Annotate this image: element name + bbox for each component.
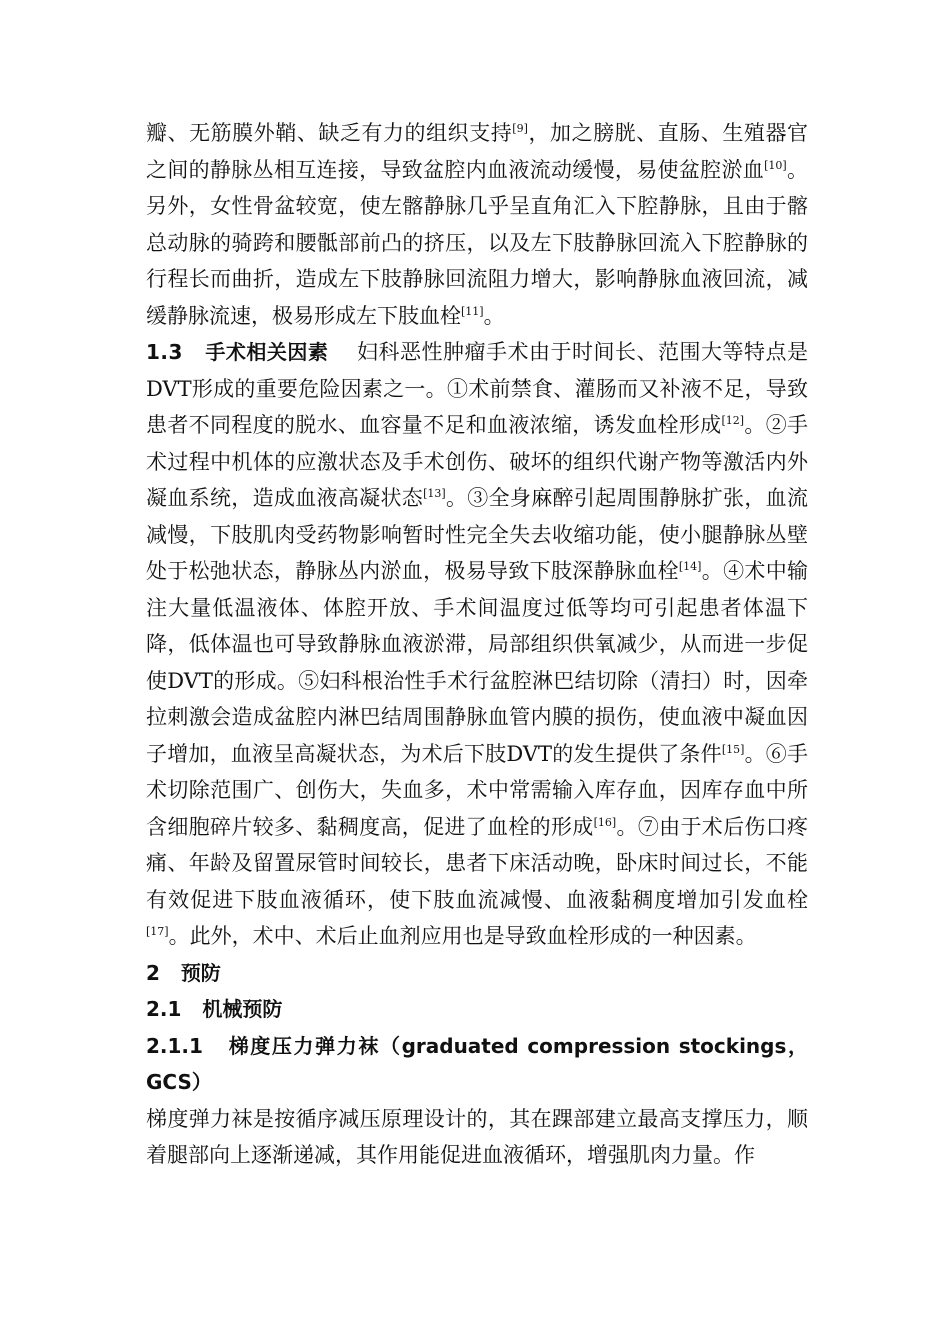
section-2-1-heading: 2.1 机械预防 — [146, 997, 283, 1021]
text-run: 。此外，术中、术后止血剂应用也是导致血栓形成的一种因素。 — [168, 924, 757, 948]
text-run: 瓣、无筋膜外鞘、缺乏有力的组织支持 — [146, 121, 513, 145]
paragraph-surgery-factors — [146, 334, 808, 955]
citation-ref: [9] — [512, 122, 528, 135]
citation-ref: [11] — [461, 304, 484, 318]
paragraph-gcs: 梯度弹力袜是按循序减压原理设计的，其在踝部建立最高支撑压力，顺着腿部向上逐渐递减，其作用能促进血液循环，增强肌肉力量。作 — [146, 1106, 808, 1167]
text-run: 。另外，女性骨盆较宽，使左髂静脉几乎呈直角汇入下腔静脉，且由于髂总动脉的骑跨和腰骶部前凸的挤压，以及左下肢静脉回流入下腔静脉的行程长而曲折，造成左下肢静脉回流阻力增大，影响静脉血液回流，减缓静脉流速，极易形成左下肢血栓 — [146, 157, 809, 328]
text-run: ，加之膀胱、直肠、生殖器官之间的静脉丛相互连接，导致盆腔内血液流动缓慢，易使盆腔淤血 — [146, 121, 808, 182]
document-page — [146, 115, 808, 1174]
citation-ref: [15] — [721, 742, 745, 756]
text-run: 。⑦由于术后伤口疼痛、年龄及留置尿管时间较长，患者下床活动晚，卧床时间过长，不能有效促进下肢血液循环，使下肢血流减慢、血液黏稠度增加引发血栓 — [146, 814, 809, 912]
citation-ref: [12] — [721, 414, 745, 427]
text-run: 。③全身麻醉引起周围静脉扩张，血流减慢，下肢肌肉受药物影响暂时性完全失去收缩功能，使小腿静脉丛壁处于松弛状态，静脉丛内淤血，极易导致下肢深静脉血栓 — [146, 486, 809, 583]
text-run: 。 — [483, 303, 505, 328]
citation-ref: [10] — [764, 158, 787, 172]
citation-ref: [17] — [146, 925, 169, 938]
paragraph-anatomy — [146, 115, 808, 334]
text-run: 。②手术过程中机体的应激状态及手术创伤、破坏的组织代谢产物等激活内外凝血系统，造成血液高凝状态 — [146, 413, 809, 510]
citation-ref: [16] — [593, 815, 617, 829]
citation-ref: [13] — [423, 487, 446, 500]
citation-ref: [14] — [678, 560, 702, 573]
text-run: 。⑥手术切除范围广、创伤大，失血多，术中常需输入库存血，因库存血中所含细胞碎片较多、黏稠度高，促进了血栓的形成 — [146, 741, 809, 839]
section-1-3-heading: 1.3 手术相关因素 — [146, 340, 329, 364]
text-run: 。④术中输注大量低温液体、体腔开放、手术间温度过低等均可引起患者体温下降，低体温也可导致静脉血液淤滞，局部组织供氧减少，从而进一步促使DVT的形成。⑤妇科根治性手术行盆腔淋巴结切除（清扫）时，因牵拉刺激会造成盆腔内淋巴结周围静脉血管内膜的损伤，使血液中凝血因子增加，血液呈高凝状态，为术后下肢DVT的发生提供了条件 — [146, 559, 809, 766]
section-2-heading: 2 预防 — [146, 960, 221, 985]
section-2-1-1-heading: 2.1.1 梯度压力弹力袜（graduated compression stockings，GCS） — [146, 1033, 809, 1094]
text-run: 妇科恶性肿瘤手术由于时间长、范围大等特点是DVT形成的重要危险因素之一。①术前禁食、灌肠而又补液不足，导致患者不同程度的脱水、血容量不足和血液浓缩，诱发血栓形成 — [146, 340, 809, 437]
